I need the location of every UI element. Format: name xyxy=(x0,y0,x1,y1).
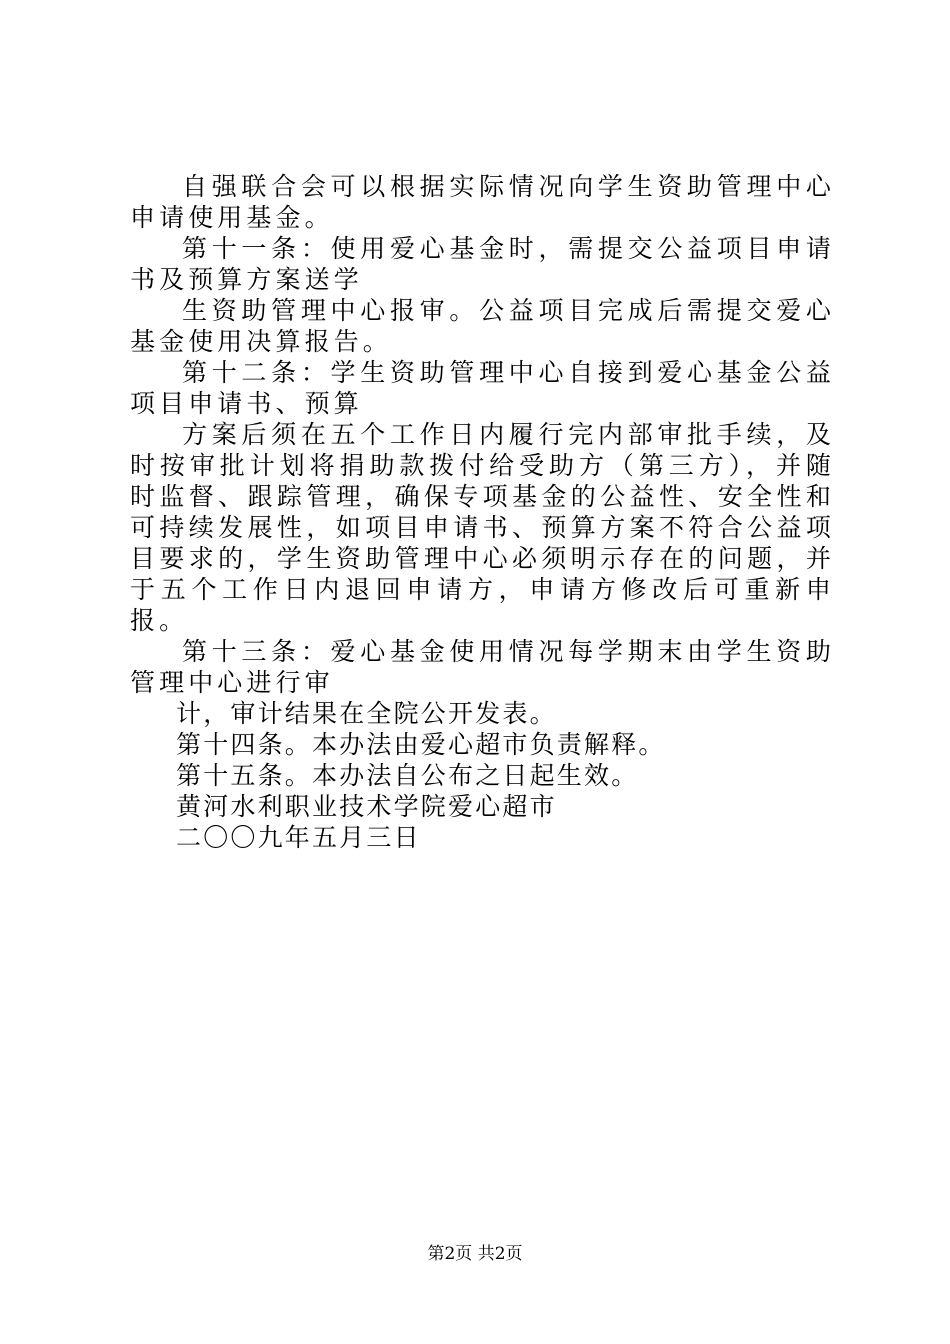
signature-date: 二〇〇九年五月三日 xyxy=(176,823,421,852)
document-body xyxy=(130,171,835,853)
paragraph-article-14: 第十四条。本办法由爱心超市负责解释。 xyxy=(176,730,666,759)
paragraph-article-13: 第十三条：爱心基金使用情况每学期末由学生资助管理中心进行审 xyxy=(130,637,835,697)
page-footer: 第2页 共2页 xyxy=(427,1244,523,1264)
paragraph-article-12-cont: 方案后须在五个工作日内履行完内部审批手续，及时按审批计划将捐助款拨付给受助方（第三方），并随时监督、跟踪管理，确保专项基金的公益性、安全性和可持续发展性，如项目申请书、预算方案不符合公益项目要求的，学生资助管理中心必须明示存在的问题，并于五个工作日内退回申请方，申请方修改后可重新申报。 xyxy=(130,420,835,635)
paragraph-article-11-cont: 生资助管理中心报审。公益项目完成后需提交爱心基金使用决算报告。 xyxy=(130,296,835,356)
paragraph-article-13-cont: 计，审计结果在全院公开发表。 xyxy=(176,699,557,728)
paragraph-article-15: 第十五条。本办法自公布之日起生效。 xyxy=(176,761,639,790)
paragraph-article-12: 第十二条：学生资助管理中心自接到爱心基金公益项目申请书、预算 xyxy=(130,358,835,418)
paragraph-article-11: 第十一条：使用爱心基金时，需提交公益项目申请书及预算方案送学 xyxy=(130,234,835,294)
paragraph-fund-application: 自强联合会可以根据实际情况向学生资助管理中心申请使用基金。 xyxy=(130,172,835,232)
signature-organization: 黄河水利职业技术学院爱心超市 xyxy=(176,792,557,821)
